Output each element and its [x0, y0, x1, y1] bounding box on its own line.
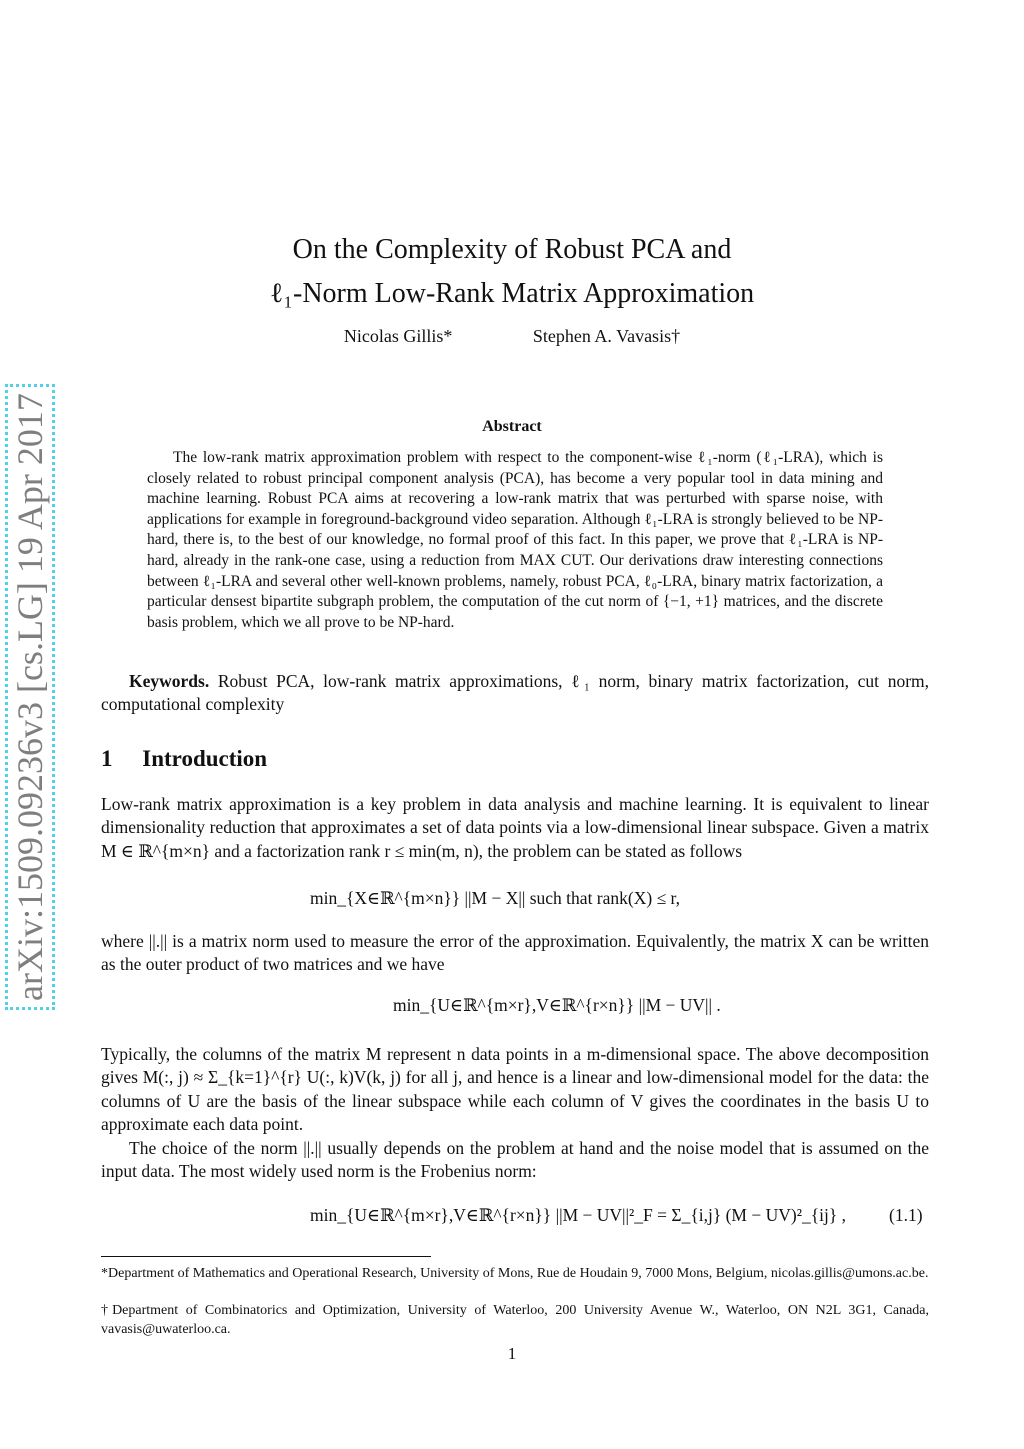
title-line-2: ℓ₁-Norm Low-Rank Matrix Approximation	[269, 278, 755, 309]
equation-3: min_{U∈ℝ^{m×r},V∈ℝ^{r×n}} ||M − UV||²_F = Σ_{i,j} (M − UV)²_{ij} ,	[310, 1205, 846, 1225]
keywords-label: Keywords.	[129, 671, 210, 691]
authors	[0, 326, 1024, 347]
body-paragraph-4: The choice of the norm ||.|| usually depends on the problem at hand and the noise model that is assumed on the input data. The most widely used norm is the Frobenius norm:	[101, 1138, 929, 1182]
footnote-1: *Department of Mathematics and Operational Research, University of Mons, Rue de Houdain 9, 7000 Mons, Belgium, nicolas.gillis@umons.ac.be.	[101, 1266, 929, 1281]
body-paragraph-3: Typically, the columns of the matrix M represent n data points in a m-dimensional space. The above decomposition gives M(:, j) ≈ Σ_{k=1}^{r} U(:, k)V(k, j) for all j, and hence is a linear and low-dimensional model for the data: the columns of U are the basis of the linear subspace while each column of V gives the coordinates in the basis U to approximate each data point.	[101, 1044, 929, 1135]
keywords-text: Robust PCA, low-rank matrix approximations, ℓ₁ norm, binary matrix factorization, cut norm, computational complexity	[101, 671, 930, 715]
body-paragraph-2: where ||.|| is a matrix norm used to measure the error of the approximation. Equivalently, the matrix X can be written as the outer product of two matrices and we have	[101, 931, 929, 975]
title-line-1: On the Complexity of Robust PCA and	[292, 234, 732, 265]
equation-number: (1.1)	[889, 1205, 923, 1225]
footnote-2: †Department of Combinatorics and Optimization, University of Waterloo, 200 University Avenue W., Waterloo, ON N2L 3G1, Canada, vavasis@uwaterloo.ca.	[101, 1303, 929, 1337]
abstract-heading: Abstract	[482, 418, 542, 435]
footnote-rule	[101, 1256, 431, 1257]
arxiv-stamp: arXiv:1509.09236v3 [cs.LG] 19 Apr 2017	[5, 384, 55, 1010]
equation-2: min_{U∈ℝ^{m×r},V∈ℝ^{r×n}} ||M − UV|| .	[393, 995, 721, 1015]
paper-title	[0, 228, 1024, 316]
section-title: Introduction	[142, 746, 268, 771]
section-number: 1	[101, 746, 113, 771]
author-1: Nicolas Gillis*	[343, 326, 453, 346]
section-heading	[101, 746, 267, 772]
equation-1: min_{X∈ℝ^{m×n}} ||M − X|| such that rank(X) ≤ r,	[310, 888, 681, 908]
author-2: Stephen A. Vavasis†	[532, 326, 681, 346]
keywords	[101, 670, 929, 717]
body-paragraph-1: Low-rank matrix approximation is a key problem in data analysis and machine learning. It is equivalent to linear dimensionality reduction that approximates a set of data points via a low-dimensional linear subspace. Given a matrix M ∈ ℝ^{m×n} and a factorization rank r ≤ min(m, n), the problem can be stated as follows	[101, 794, 929, 861]
page-number: 1	[507, 1344, 517, 1363]
abstract-text: The low-rank matrix approximation problem with respect to the component-wise ℓ₁-norm (ℓ₁-LRA), which is closely related to robust principal component analysis (PCA), has become a very popular tool in data mining and machine learning. Robust PCA aims at recovering a low-rank matrix that was perturbed with sparse noise, with applications for example in foreground-background video separation. Although ℓ₁-LRA is strongly believed to be NP-hard, there is, to the best of our knowledge, no formal proof of this fact. In this paper, we prove that ℓ₁-LRA is NP-hard, already in the rank-one case, using a reduction from MAX CUT. Our derivations draw interesting connections between ℓ₁-LRA and several other well-known problems, namely, robust PCA, ℓ₀-LRA, binary matrix factorization, a particular densest bipartite subgraph problem, the computation of the cut norm of {−1, +1} matrices, and the discrete basis problem, which we all prove to be NP-hard.	[147, 449, 883, 631]
